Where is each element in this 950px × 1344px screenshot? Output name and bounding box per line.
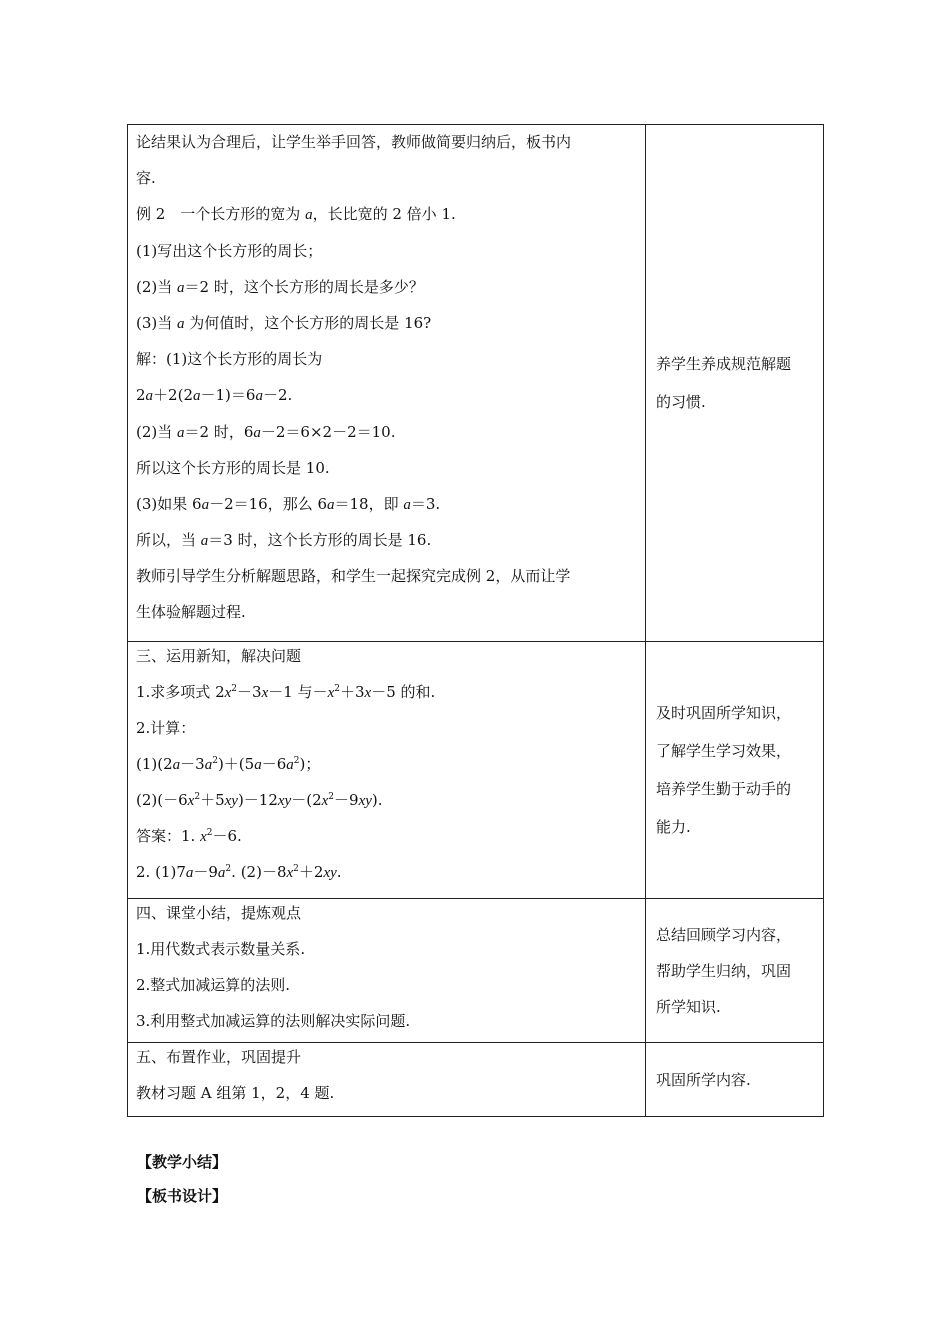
teaching-content-cell	[128, 642, 646, 898]
content-line: 所以这个长方形的周长是 10.	[136, 458, 330, 477]
content-line: 五、布置作业，巩固提升	[136, 1048, 302, 1066]
content-line: 论结果认为合理后，让学生举手回答，教师做简要归纳后，板书内	[136, 133, 572, 151]
intent-line: 巩固所学内容.	[656, 1071, 751, 1089]
content-line: 容.	[136, 169, 156, 188]
design-intent-cell	[646, 125, 823, 641]
content-line: 教材习题 A 组第 1，2，4 题.	[136, 1084, 335, 1102]
content-line: (3)当 a 为何值时，这个长方形的周长是 16?	[136, 313, 432, 332]
table-row	[128, 1042, 823, 1116]
content-line: 1.求多项式 $2x^2-3x-1$ 与$-x^2+3x-5$ 的和.	[136, 683, 436, 701]
table-row	[128, 125, 823, 641]
table-row	[128, 641, 823, 898]
content-line: 2. $(1)7a-9a^2$. $(2)-8x^2+2xy$.	[136, 863, 342, 881]
intent-line: 了解学生学习效果，	[656, 742, 792, 760]
intent-line: 养学生养成规范解题	[656, 355, 792, 373]
intent-line: 的习惯.	[656, 393, 706, 411]
content-line: 四、课堂小结，提炼观点	[136, 904, 302, 922]
intent-line: 总结回顾学习内容，	[656, 925, 792, 944]
intent-line: 所学知识.	[656, 997, 721, 1016]
content-line: 三、运用新知，解决问题	[136, 647, 302, 665]
intent-line: 能力.	[656, 818, 691, 836]
content-line: $(1)(2a-3a^2)+(5a-6a^2)$；	[136, 755, 321, 773]
intent-line: 培养学生勤于动手的	[656, 780, 792, 798]
design-intent-cell	[646, 642, 823, 898]
content-line: 所以，当 a＝3 时，这个长方形的周长是 16.	[136, 531, 432, 550]
content-line: $(2)(-6x^2+5xy)-12xy-(2x^2-9xy)$.	[136, 791, 383, 809]
content-line: (2)当 a＝2 时，这个长方形的周长是多少？	[136, 277, 424, 296]
teaching-content-cell	[128, 1043, 646, 1116]
content-line: 教师引导学生分析解题思路，和学生一起探究完成例 2，从而让学	[136, 567, 571, 586]
content-line: 1.用代数式表示数量关系.	[136, 940, 306, 958]
board-design-heading: 【板书设计】	[137, 1187, 228, 1205]
intent-line: 帮助学生归纳，巩固	[656, 961, 792, 980]
content-line: 2a＋2(2a－1)＝6a－2.	[136, 386, 293, 405]
content-line: 3.利用整式加减运算的法则解决实际问题.	[136, 1012, 411, 1030]
table-row	[128, 898, 823, 1042]
content-line: (3)如果 6a－2＝16，那么 6a＝18，即 a＝3.	[136, 494, 441, 513]
content-line: (1)写出这个长方形的周长；	[136, 241, 323, 260]
content-line: 解：(1)这个长方形的周长为	[136, 350, 323, 369]
design-intent-cell	[646, 899, 823, 1042]
intent-line: 及时巩固所学知识，	[656, 704, 792, 722]
teaching-summary-heading: 【教学小结】	[137, 1153, 228, 1171]
content-line: 2.整式加减运算的法则.	[136, 976, 291, 994]
content-line: 答案：1. $x^2-6$.	[136, 827, 242, 845]
content-line: (2)当 a＝2 时，6a－2＝6×2－2＝10.	[136, 422, 396, 441]
content-line: 2.计算：	[136, 719, 196, 737]
content-line: 生体验解题过程.	[136, 603, 246, 622]
lesson-table	[127, 124, 824, 1117]
teaching-content-cell	[128, 125, 646, 641]
teaching-content-cell	[128, 899, 646, 1042]
content-line: 例 2 一个长方形的宽为 a，长比宽的 2 倍小 1.	[136, 205, 456, 224]
design-intent-cell	[646, 1043, 823, 1116]
